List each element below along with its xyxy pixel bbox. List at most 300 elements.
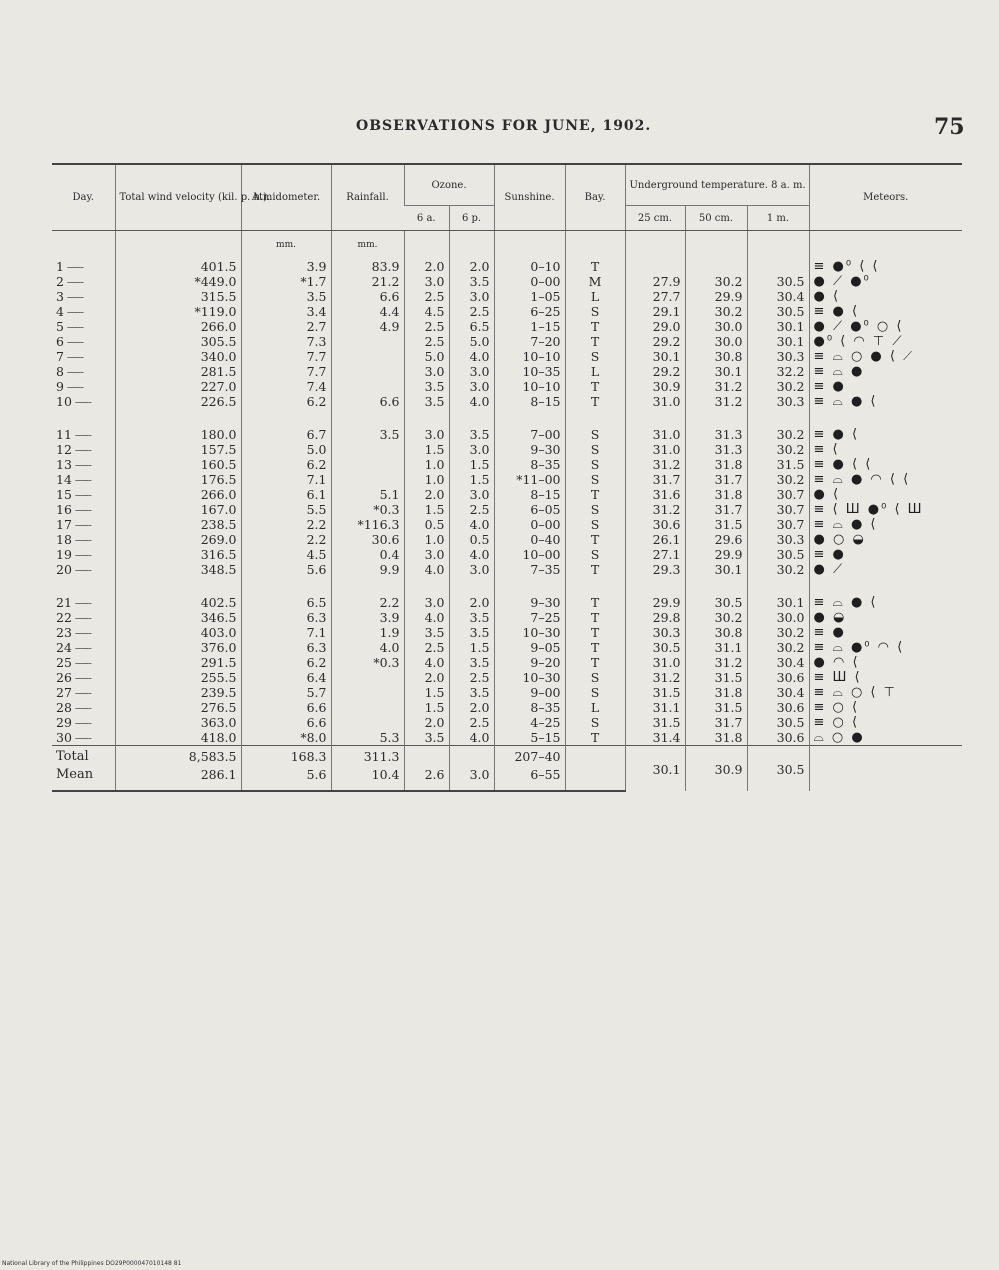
total-sunshine: 207–40 — [494, 746, 565, 767]
meteors-cell: ● ⟨ — [809, 289, 962, 304]
leader-dots: ----- — [71, 685, 91, 700]
temp-50cm-cell: 31.8 — [685, 685, 747, 700]
ozone-6p-cell: 3.0 — [449, 562, 494, 577]
leader-dots: ----- — [71, 562, 91, 577]
mean-sunshine: 6–55 — [494, 766, 565, 791]
ozone-6a-cell: 3.0 — [404, 364, 449, 379]
rainfall-cell: 83.9 — [331, 259, 404, 274]
sunshine-cell: *11–00 — [494, 472, 565, 487]
ozone-6a-cell: 2.0 — [404, 670, 449, 685]
sunshine-cell: 10–30 — [494, 670, 565, 685]
temp-1m-cell: 30.7 — [747, 517, 809, 532]
ozone-6p-cell: 3.5 — [449, 655, 494, 670]
temp-25cm-cell: 29.9 — [625, 595, 685, 610]
ozone-6p-cell: 3.0 — [449, 442, 494, 457]
ozone-6p-cell: 2.5 — [449, 304, 494, 319]
temp-25cm-cell: 29.8 — [625, 610, 685, 625]
sunshine-cell: 7–35 — [494, 562, 565, 577]
day-number: 28 — [56, 700, 72, 715]
day-number: 14 — [56, 472, 72, 487]
bay-cell: S — [565, 517, 625, 532]
day-cell — [52, 730, 115, 746]
wind-velocity-cell: 176.5 — [115, 472, 241, 487]
day-number: 5 — [56, 319, 64, 334]
temp-1m-cell: 30.5 — [747, 547, 809, 562]
temp-1m-cell: 30.6 — [747, 670, 809, 685]
header-day: Day. — [52, 164, 115, 231]
day-number: 2 — [56, 274, 64, 289]
rainfall-cell — [331, 670, 404, 685]
temp-50cm-cell: 30.1 — [685, 562, 747, 577]
ozone-6p-cell: 1.5 — [449, 640, 494, 655]
bay-cell: S — [565, 349, 625, 364]
wind-velocity-cell: 266.0 — [115, 487, 241, 502]
day-cell — [52, 595, 115, 610]
mean-label: Mean — [52, 766, 115, 791]
day-number: 8 — [56, 364, 64, 379]
wind-velocity-cell: 239.5 — [115, 685, 241, 700]
atmidometer-cell: 7.1 — [241, 625, 331, 640]
temp-1m-cell: 30.2 — [747, 442, 809, 457]
meteors-cell: ⌓ ○ ● — [809, 730, 962, 746]
sunshine-cell: 10–10 — [494, 379, 565, 394]
observations-table — [52, 163, 962, 792]
table-row — [52, 685, 962, 700]
total-row — [52, 746, 962, 767]
day-cell — [52, 442, 115, 457]
ozone-6p-cell: 3.0 — [449, 289, 494, 304]
day-cell — [52, 379, 115, 394]
day-number: 17 — [56, 517, 72, 532]
temp-1m-cell: 30.1 — [747, 334, 809, 349]
header-ozone: Ozone. — [404, 164, 494, 206]
table-row — [52, 487, 962, 502]
day-number: 20 — [56, 562, 72, 577]
rainfall-cell: 6.6 — [331, 394, 404, 409]
day-cell — [52, 625, 115, 640]
temp-50cm-cell: 31.1 — [685, 640, 747, 655]
meteors-cell: ≡ ⌓ ○ ● ⟨ ⟋ — [809, 349, 962, 364]
temp-50cm-cell: 29.6 — [685, 532, 747, 547]
mean-rainfall: 10.4 — [331, 766, 404, 791]
temp-1m-cell: 30.5 — [747, 274, 809, 289]
rainfall-cell: 21.2 — [331, 274, 404, 289]
temp-1m-cell: 30.3 — [747, 349, 809, 364]
day-number: 4 — [56, 304, 64, 319]
day-number: 25 — [56, 655, 72, 670]
temp-1m-cell: 30.4 — [747, 289, 809, 304]
ozone-6a-cell: 1.5 — [404, 685, 449, 700]
leader-dots: ----- — [71, 625, 91, 640]
day-cell — [52, 457, 115, 472]
table-row — [52, 472, 962, 487]
meteors-cell: ≡ ⌓ ○ ⟨ ⊤ — [809, 685, 962, 700]
rainfall-cell — [331, 472, 404, 487]
sunshine-cell: 6–05 — [494, 502, 565, 517]
ozone-6a-cell: 2.0 — [404, 259, 449, 274]
day-cell — [52, 715, 115, 730]
day-number: 21 — [56, 595, 72, 610]
meteors-cell: ● ⟋ ●⁰ ○ ⟨ — [809, 319, 962, 334]
header-meteors: Meteors. — [809, 164, 962, 231]
units-row — [52, 231, 962, 260]
temp-1m-cell: 30.6 — [747, 700, 809, 715]
day-number: 22 — [56, 610, 72, 625]
leader-dots: ----- — [71, 517, 91, 532]
mean-ozone-6a: 2.6 — [404, 766, 449, 791]
ozone-6p-cell: 1.5 — [449, 457, 494, 472]
temp-25cm-cell: 31.1 — [625, 700, 685, 715]
rainfall-cell — [331, 364, 404, 379]
bay-cell: S — [565, 472, 625, 487]
day-number: 26 — [56, 670, 72, 685]
temp-25cm-cell: 31.5 — [625, 715, 685, 730]
bay-cell: L — [565, 289, 625, 304]
wind-velocity-cell: 180.0 — [115, 427, 241, 442]
meteors-cell: ● ⟨ — [809, 487, 962, 502]
rainfall-cell: 4.4 — [331, 304, 404, 319]
leader-dots: ----- — [71, 715, 91, 730]
bay-cell: T — [565, 379, 625, 394]
leader-dots: ----- — [71, 610, 91, 625]
wind-velocity-cell: 266.0 — [115, 319, 241, 334]
day-number: 7 — [56, 349, 64, 364]
ozone-6p-cell: 3.0 — [449, 364, 494, 379]
rainfall-cell: 3.9 — [331, 610, 404, 625]
temp-25cm-cell: 29.2 — [625, 364, 685, 379]
header-ozone-6a: 6 a. — [404, 206, 449, 231]
sunshine-cell: 9–00 — [494, 685, 565, 700]
sunshine-cell: 0–10 — [494, 259, 565, 274]
leader-dots: ----- — [63, 334, 84, 349]
leader-dots: ----- — [63, 319, 84, 334]
atmidometer-cell: 7.1 — [241, 472, 331, 487]
temp-1m-cell: 30.2 — [747, 379, 809, 394]
sunshine-cell: 9–30 — [494, 595, 565, 610]
day-cell — [52, 304, 115, 319]
meteors-cell: ● ◠ ⟨ — [809, 655, 962, 670]
ozone-6a-cell: 5.0 — [404, 349, 449, 364]
meteors-cell: ≡ ○ ⟨ — [809, 715, 962, 730]
wind-velocity-cell: 226.5 — [115, 394, 241, 409]
bay-cell: S — [565, 304, 625, 319]
rainfall-cell — [331, 457, 404, 472]
day-cell — [52, 700, 115, 715]
rainfall-cell: 0.4 — [331, 547, 404, 562]
day-cell — [52, 532, 115, 547]
atmidometer-cell: 5.7 — [241, 685, 331, 700]
rainfall-cell: 6.6 — [331, 289, 404, 304]
ozone-6a-cell: 3.5 — [404, 379, 449, 394]
ozone-6p-cell: 2.5 — [449, 670, 494, 685]
temp-50cm-cell: 30.1 — [685, 364, 747, 379]
mean-50cm: 30.9 — [685, 746, 747, 792]
atmidometer-cell: *1.7 — [241, 274, 331, 289]
temp-50cm-cell: 31.2 — [685, 379, 747, 394]
temp-50cm-cell: 31.5 — [685, 700, 747, 715]
temp-25cm-cell: 29.0 — [625, 319, 685, 334]
bay-cell: T — [565, 319, 625, 334]
wind-velocity-cell: 291.5 — [115, 655, 241, 670]
wind-velocity-cell: 157.5 — [115, 442, 241, 457]
meteors-cell: ≡ ⌓ ● ⟨ — [809, 595, 962, 610]
bay-cell: T — [565, 532, 625, 547]
temp-1m-cell: 30.2 — [747, 640, 809, 655]
wind-velocity-cell: 376.0 — [115, 640, 241, 655]
temp-1m-cell: 30.4 — [747, 685, 809, 700]
ozone-6p-cell: 2.0 — [449, 700, 494, 715]
leader-dots: ----- — [71, 427, 91, 442]
wind-velocity-cell: 238.5 — [115, 517, 241, 532]
table-row — [52, 442, 962, 457]
wind-velocity-cell: *119.0 — [115, 304, 241, 319]
temp-25cm-cell: 31.2 — [625, 502, 685, 517]
day-number: 13 — [56, 457, 72, 472]
meteors-cell: ● ○ ◒ — [809, 532, 962, 547]
meteors-cell: ≡ ○ ⟨ — [809, 700, 962, 715]
temp-25cm-cell: 31.0 — [625, 394, 685, 409]
temp-50cm-cell: 29.9 — [685, 547, 747, 562]
temp-25cm-cell: 31.2 — [625, 457, 685, 472]
group-spacer — [52, 577, 962, 595]
day-cell — [52, 289, 115, 304]
day-cell — [52, 487, 115, 502]
leader-dots: ----- — [71, 457, 91, 472]
sunshine-cell: 8–35 — [494, 457, 565, 472]
day-cell — [52, 259, 115, 274]
leader-dots: ----- — [71, 442, 91, 457]
leader-dots: ----- — [63, 379, 84, 394]
leader-dots: ----- — [71, 655, 91, 670]
ozone-6p-cell: 4.0 — [449, 517, 494, 532]
bay-cell: S — [565, 502, 625, 517]
ozone-6a-cell: 4.0 — [404, 655, 449, 670]
table-row — [52, 655, 962, 670]
temp-50cm-cell: 30.2 — [685, 304, 747, 319]
temp-1m-cell: 30.2 — [747, 427, 809, 442]
rainfall-cell: 4.9 — [331, 319, 404, 334]
table-row — [52, 610, 962, 625]
ozone-6a-cell: 2.5 — [404, 640, 449, 655]
meteors-cell: ● ⟋ — [809, 562, 962, 577]
temp-1m-cell: 30.4 — [747, 655, 809, 670]
leader-dots: ----- — [71, 394, 91, 409]
wind-velocity-cell: *449.0 — [115, 274, 241, 289]
bay-cell: S — [565, 442, 625, 457]
ozone-6a-cell: 2.0 — [404, 487, 449, 502]
rainfall-cell: *0.3 — [331, 655, 404, 670]
temp-1m-cell: 30.7 — [747, 487, 809, 502]
meteors-cell: ≡ ●⁰ ⟨ ⟨ — [809, 259, 962, 274]
meteors-cell: ≡ ⟨ Ш ●⁰ ⟨ Ш — [809, 502, 962, 517]
header-depth-50cm: 50 cm. — [685, 206, 747, 231]
day-cell — [52, 517, 115, 532]
sunshine-cell: 9–05 — [494, 640, 565, 655]
wind-velocity-cell: 255.5 — [115, 670, 241, 685]
ozone-6p-cell: 2.0 — [449, 259, 494, 274]
wind-velocity-cell: 167.0 — [115, 502, 241, 517]
temp-1m-cell: 30.6 — [747, 730, 809, 746]
bay-cell: T — [565, 625, 625, 640]
temp-50cm-cell: 30.0 — [685, 334, 747, 349]
temp-50cm-cell: 29.9 — [685, 289, 747, 304]
table-row — [52, 502, 962, 517]
sunshine-cell: 7–20 — [494, 334, 565, 349]
temp-50cm-cell: 31.2 — [685, 655, 747, 670]
ozone-6a-cell: 2.5 — [404, 319, 449, 334]
atmidometer-cell: 6.6 — [241, 715, 331, 730]
table-row — [52, 517, 962, 532]
meteors-cell: ≡ ⌓ ● ⟨ — [809, 394, 962, 409]
day-cell — [52, 274, 115, 289]
rainfall-cell: 2.2 — [331, 595, 404, 610]
day-number: 15 — [56, 487, 72, 502]
temp-25cm-cell: 30.3 — [625, 625, 685, 640]
table-row — [52, 259, 962, 274]
header-atmidometer: Atmidometer. — [241, 164, 331, 231]
temp-50cm-cell: 30.0 — [685, 319, 747, 334]
ozone-6p-cell: 4.0 — [449, 730, 494, 746]
sunshine-cell: 0–40 — [494, 532, 565, 547]
bay-cell: T — [565, 595, 625, 610]
table-row — [52, 670, 962, 685]
atmidometer-cell: 7.3 — [241, 334, 331, 349]
day-number: 3 — [56, 289, 64, 304]
table-row — [52, 274, 962, 289]
temp-50cm-cell: 31.8 — [685, 487, 747, 502]
ozone-6a-cell: 3.5 — [404, 625, 449, 640]
temp-50cm-cell: 31.3 — [685, 442, 747, 457]
unit-rainfall: mm. — [331, 231, 404, 260]
bay-cell: S — [565, 547, 625, 562]
leader-dots: ----- — [71, 700, 91, 715]
ozone-6a-cell: 4.0 — [404, 562, 449, 577]
sunshine-cell: 6–25 — [494, 304, 565, 319]
leader-dots: ----- — [63, 349, 84, 364]
ozone-6p-cell: 2.5 — [449, 715, 494, 730]
temp-25cm-cell: 30.9 — [625, 379, 685, 394]
rainfall-cell — [331, 715, 404, 730]
temp-25cm-cell: 31.7 — [625, 472, 685, 487]
day-number: 6 — [56, 334, 64, 349]
ozone-6p-cell: 3.0 — [449, 487, 494, 502]
ozone-6p-cell: 3.5 — [449, 610, 494, 625]
page-number: 75 — [934, 114, 965, 140]
temp-50cm-cell — [685, 259, 747, 274]
meteors-cell: ≡ ● ⟨ — [809, 304, 962, 319]
day-cell — [52, 640, 115, 655]
temp-25cm-cell: 30.1 — [625, 349, 685, 364]
rainfall-cell — [331, 379, 404, 394]
ozone-6a-cell: 1.0 — [404, 457, 449, 472]
ozone-6a-cell: 3.5 — [404, 394, 449, 409]
leader-dots: ----- — [71, 640, 91, 655]
ozone-6a-cell: 4.0 — [404, 610, 449, 625]
leader-dots: ----- — [63, 259, 84, 274]
atmidometer-cell: 2.2 — [241, 532, 331, 547]
table-row — [52, 595, 962, 610]
rainfall-cell — [331, 685, 404, 700]
wind-velocity-cell: 160.5 — [115, 457, 241, 472]
temp-50cm-cell: 30.5 — [685, 595, 747, 610]
total-atmidometer: 168.3 — [241, 746, 331, 767]
ozone-6a-cell: 1.0 — [404, 532, 449, 547]
sunshine-cell: 1–15 — [494, 319, 565, 334]
temp-1m-cell: 30.2 — [747, 562, 809, 577]
temp-1m-cell: 30.7 — [747, 502, 809, 517]
bay-cell: S — [565, 685, 625, 700]
day-cell — [52, 502, 115, 517]
day-number: 16 — [56, 502, 72, 517]
temp-25cm-cell: 30.5 — [625, 640, 685, 655]
table-row — [52, 715, 962, 730]
temp-1m-cell: 30.1 — [747, 319, 809, 334]
temp-50cm-cell: 31.5 — [685, 670, 747, 685]
bay-cell: L — [565, 700, 625, 715]
table-row — [52, 394, 962, 409]
ozone-6p-cell: 2.0 — [449, 595, 494, 610]
bay-cell: L — [565, 364, 625, 379]
atmidometer-cell: 4.5 — [241, 547, 331, 562]
temp-1m-cell: 30.3 — [747, 532, 809, 547]
bay-cell: T — [565, 610, 625, 625]
ozone-6a-cell: 3.0 — [404, 595, 449, 610]
bay-cell: S — [565, 670, 625, 685]
day-cell — [52, 364, 115, 379]
ozone-6a-cell: 1.5 — [404, 502, 449, 517]
temp-50cm-cell: 30.8 — [685, 349, 747, 364]
meteors-cell: ● ⟋ ●⁰ — [809, 274, 962, 289]
temp-1m-cell: 30.2 — [747, 472, 809, 487]
mean-wind: 286.1 — [115, 766, 241, 791]
meteors-cell: ≡ ● ⟨ ⟨ — [809, 457, 962, 472]
temp-25cm-cell: 31.2 — [625, 670, 685, 685]
table-row — [52, 304, 962, 319]
temp-25cm-cell: 27.9 — [625, 274, 685, 289]
rainfall-cell: *116.3 — [331, 517, 404, 532]
table-row — [52, 562, 962, 577]
atmidometer-cell: 3.4 — [241, 304, 331, 319]
meteors-cell: ● ◒ — [809, 610, 962, 625]
temp-1m-cell: 30.5 — [747, 715, 809, 730]
header-sunshine: Sunshine. — [494, 164, 565, 231]
sunshine-cell: 10–30 — [494, 625, 565, 640]
sunshine-cell: 8–15 — [494, 394, 565, 409]
day-number: 24 — [56, 640, 72, 655]
ozone-6a-cell: 2.0 — [404, 715, 449, 730]
day-cell — [52, 472, 115, 487]
wind-velocity-cell: 402.5 — [115, 595, 241, 610]
temp-25cm-cell: 26.1 — [625, 532, 685, 547]
leader-dots: ----- — [71, 487, 91, 502]
sunshine-cell: 0–00 — [494, 274, 565, 289]
rainfall-cell — [331, 442, 404, 457]
temp-25cm-cell: 29.3 — [625, 562, 685, 577]
mean-25cm: 30.1 — [625, 746, 685, 792]
day-cell — [52, 349, 115, 364]
bay-cell: S — [565, 457, 625, 472]
temp-25cm-cell: 29.1 — [625, 304, 685, 319]
temp-25cm-cell — [625, 259, 685, 274]
header-rainfall: Rainfall. — [331, 164, 404, 231]
bay-cell: T — [565, 655, 625, 670]
meteors-cell: ≡ ⌓ ● — [809, 364, 962, 379]
rainfall-cell: 1.9 — [331, 625, 404, 640]
library-footer: National Library of the Philippines DO29P000047010148 81 — [2, 1260, 182, 1267]
ozone-6a-cell: 3.0 — [404, 547, 449, 562]
sunshine-cell: 1–05 — [494, 289, 565, 304]
meteors-cell: ●⁰ ⟨ ◠ ⊤ ⟋ — [809, 334, 962, 349]
